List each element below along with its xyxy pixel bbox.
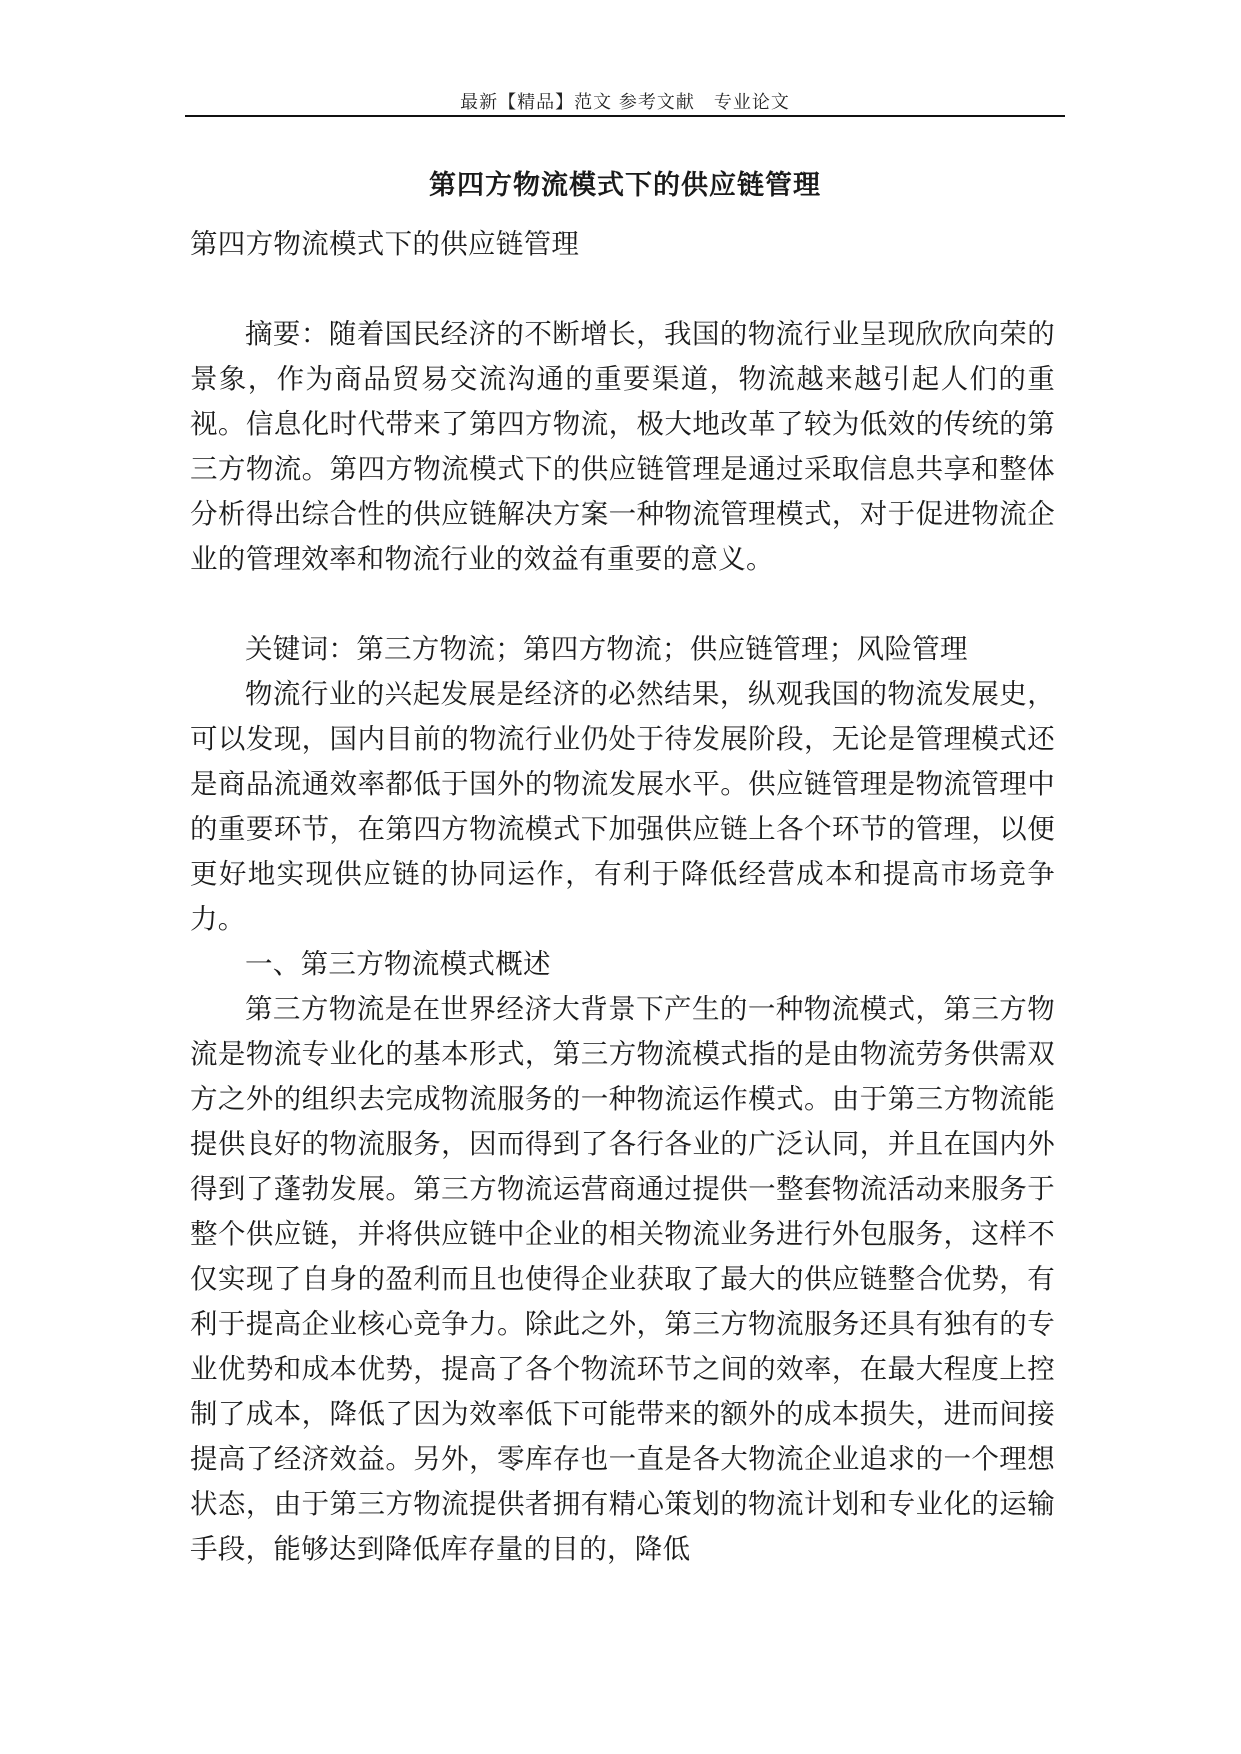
document-title: 第四方物流模式下的供应链管理 — [429, 170, 821, 201]
section-heading-1: 一、第三方物流模式概述 — [245, 948, 551, 980]
body-paragraph-section-1: 第三方物流是在世界经济大背景下产生的一种物流模式，第三方物流是物流专业化的基本形式，第三方物流模式指的是由物流劳务供需双方之外的组织去完成物流服务的一种物流运作模式。由于第三方物流能提供良好的物流服务，因而得到了各行各业的广泛认同，并且在国内外得到了蓬勃发展。第三方物流运营商通过提供一整套物流活动来服务于整个供应链，并将供应链中企业的相关物流业务进行外包服务，这样不仅实现了自身的盈利而且也使得企业获取了最大的供应链整合优势，有利于提高企业核心竞争力。除此之外，第三方物流服务还具有独有的专业优势和成本优势，提高了各个物流环节之间的效率，在最大程度上控制了成本，降低了因为效率低下可能带来的额外的成本损失，进而间接提高了经济效益。另外，零库存也一直是各大物流企业追求的一个理想状态，由于第三方物流提供者拥有精心策划的物流计划和专业化的运输手段，能够达到降低库存量的目的，降低 — [190, 993, 1055, 1565]
header-divider — [185, 115, 1065, 117]
document-body — [190, 222, 1055, 1572]
body-paragraph-intro: 物流行业的兴起发展是经济的必然结果，纵观我国的物流发展史，可以发现，国内目前的物流行业仍处于待发展阶段，无论是管理模式还是商品流通效率都低于国外的物流发展水平。供应链管理是物流管理中的重要环节，在第四方物流模式下加强供应链上各个环节的管理，以便更好地实现供应链的协同运作，有利于降低经营成本和提高市场竞争力。 — [190, 678, 1055, 935]
abstract-paragraph: 摘要：随着国民经济的不断增长，我国的物流行业呈现欣欣向荣的景象，作为商品贸易交流沟通的重要渠道，物流越来越引起人们的重视。信息化时代带来了第四方物流，极大地改革了较为低效的传统的第三方物流。第四方物流模式下的供应链管理是通过采取信息共享和整体分析得出综合性的供应链解决方案一种物流管理模式，对于促进物流企业的管理效率和物流行业的效益有重要的意义。 — [190, 318, 1055, 575]
page-header-text: 最新【精品】范文 参考文献 专业论文 — [460, 92, 790, 113]
document-subtitle: 第四方物流模式下的供应链管理 — [190, 228, 580, 260]
keywords-line: 关键词：第三方物流；第四方物流；供应链管理；风险管理 — [245, 633, 968, 665]
